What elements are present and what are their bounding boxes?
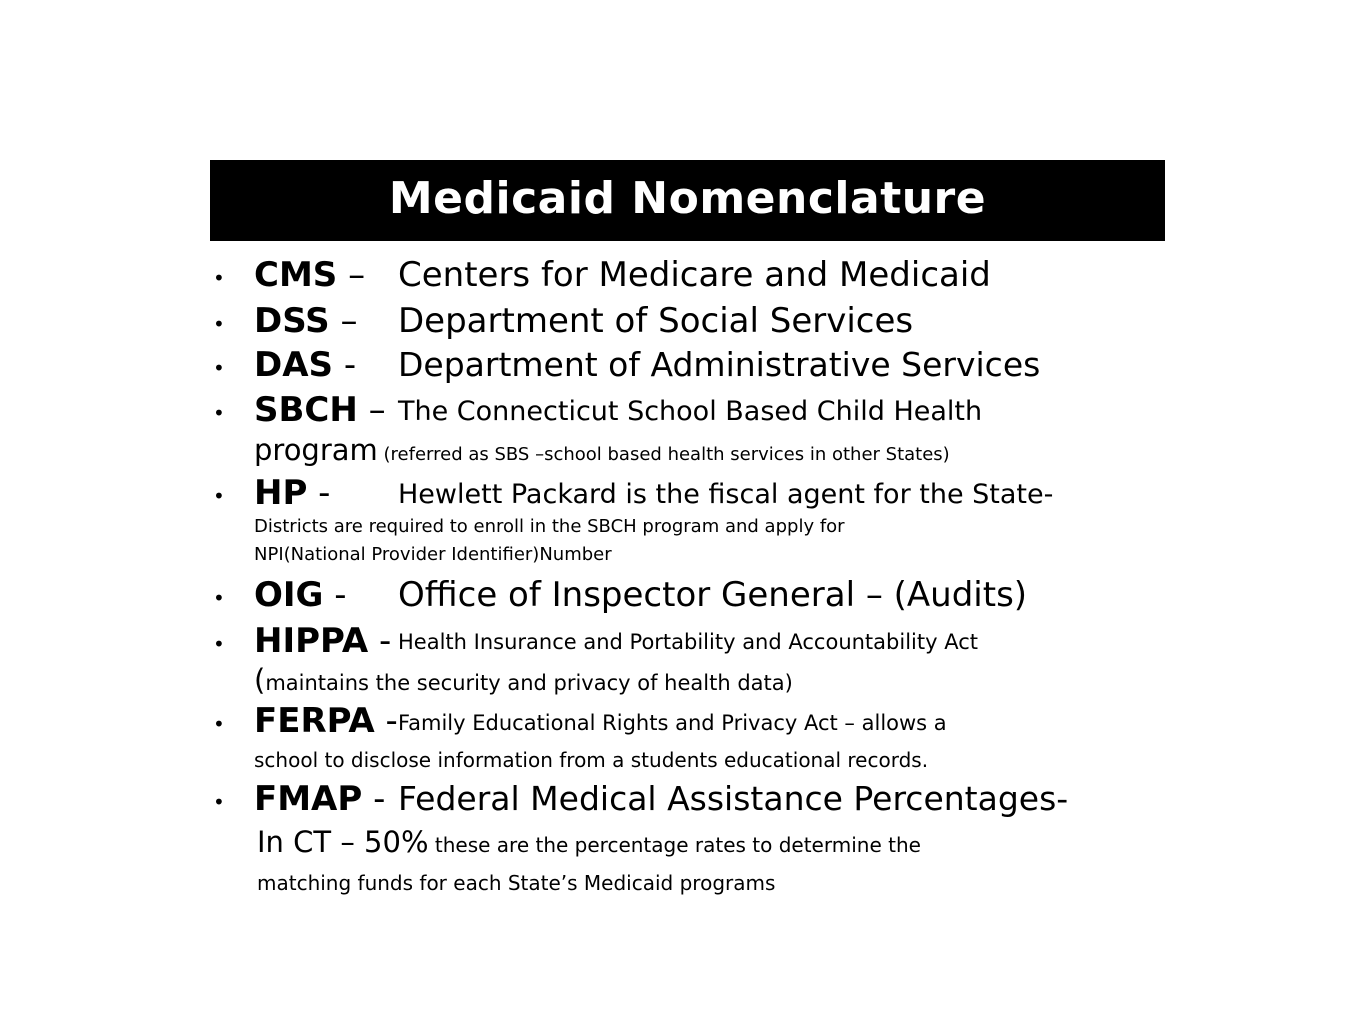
term-def-hp: Hewlett Packard is the fiscal agent for the State- bbox=[398, 479, 1054, 510]
term-abbr-ferpa: FERPA - bbox=[254, 701, 398, 741]
term-abbr-hp: HP - bbox=[254, 473, 331, 513]
bullet-icon: • bbox=[213, 586, 225, 610]
term-abbr-fmap: FMAP - bbox=[254, 779, 386, 819]
page-title: Medicaid Nomenclature bbox=[388, 172, 987, 224]
term-def-ferpa: Family Educational Rights and Privacy Act – allows a bbox=[398, 711, 947, 735]
term-cont-hp-1: Districts are required to enroll in the SBCH program and apply for bbox=[254, 516, 845, 537]
term-abbr-cms: CMS – bbox=[254, 255, 366, 295]
term-abbr-dss: DSS – bbox=[254, 301, 358, 341]
term-def-oig: Office of Inspector General – (Audits) bbox=[398, 575, 1028, 615]
term-cont-hp-2: NPI(National Provider Identifier)Number bbox=[254, 544, 612, 565]
bullet-icon: • bbox=[213, 790, 225, 814]
term-cont-fmap-2: matching funds for each State’s Medicaid programs bbox=[257, 871, 776, 895]
bullet-icon: • bbox=[213, 356, 225, 380]
term-cont-hippa: (maintains the security and privacy of health data) bbox=[254, 663, 793, 697]
bullet-icon: • bbox=[213, 312, 225, 336]
term-def-fmap: Federal Medical Assistance Percentages- bbox=[398, 779, 1069, 818]
term-def-cms: Centers for Medicare and Medicaid bbox=[398, 255, 991, 295]
term-abbr-sbch: SBCH – bbox=[254, 390, 386, 430]
bullet-icon: • bbox=[213, 484, 225, 508]
bullet-icon: • bbox=[213, 401, 225, 425]
bullet-icon: • bbox=[213, 266, 225, 290]
term-abbr-hippa: HIPPA - bbox=[254, 621, 392, 661]
bullet-icon: • bbox=[213, 712, 225, 736]
term-cont-ferpa: school to disclose information from a students educational records. bbox=[254, 748, 929, 772]
term-cont-fmap-1: In CT – 50% these are the percentage rates to determine the bbox=[257, 825, 921, 859]
term-abbr-das: DAS - bbox=[254, 345, 357, 385]
term-def-dss: Department of Social Services bbox=[398, 301, 914, 341]
term-def-das: Department of Administrative Services bbox=[398, 345, 1041, 384]
term-def-sbch: The Connecticut School Based Child Health bbox=[398, 396, 983, 427]
term-def-hippa: Health Insurance and Portability and Accountability Act bbox=[398, 630, 978, 654]
term-abbr-oig: OIG - bbox=[254, 575, 347, 615]
term-cont-sbch: program (referred as SBS –school based health services in other States) bbox=[254, 433, 950, 467]
bullet-icon: • bbox=[213, 632, 225, 656]
